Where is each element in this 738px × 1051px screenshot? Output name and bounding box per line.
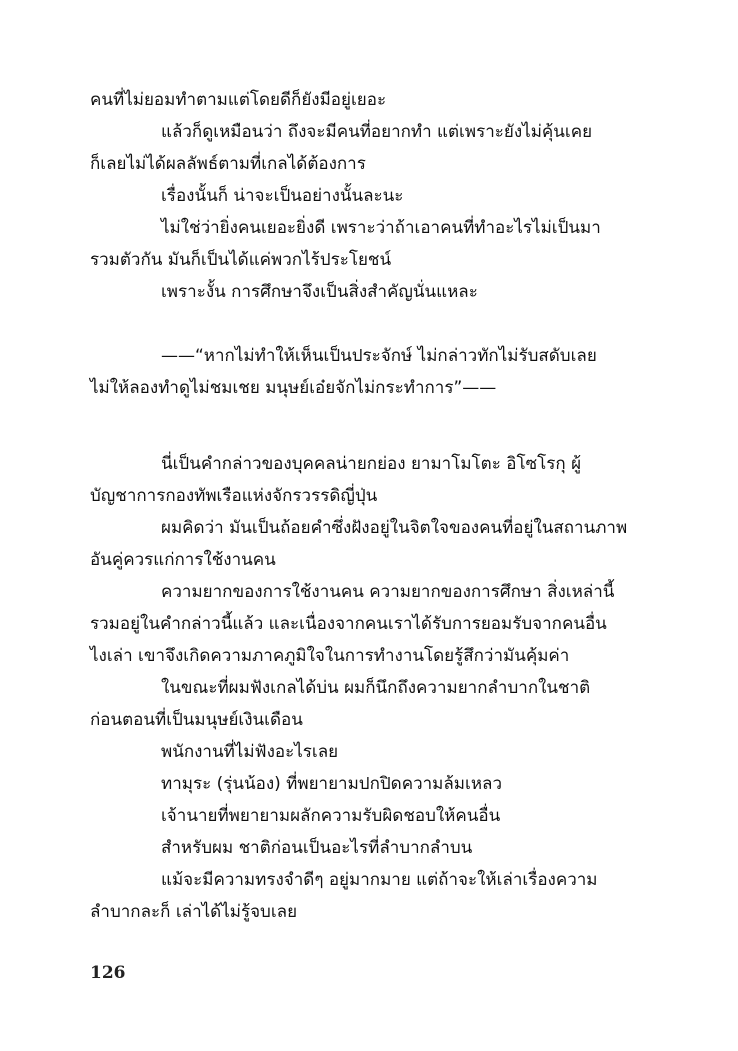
text-line: เจ้านายที่พยายามผลักความรับผิดชอบให้คนอื่น <box>161 806 501 826</box>
text-line: แม้จะมีความทรงจำดีๆ อยู่มากมาย แต่ถ้าจะให้เล่าเรื่องความ <box>161 870 598 890</box>
text-line: ก็เลยไม่ได้ผลลัพธ์ตามที่เกลได้ต้องการ <box>90 154 366 174</box>
text-line: ก่อนตอนที่เป็นมนุษย์เงินเดือน <box>90 710 303 730</box>
text-line: คนที่ไม่ยอมทำตามแต่โดยดีก็ยังมีอยู่เยอะ <box>90 90 387 110</box>
text-line: ความยากของการใช้งานคน ความยากของการศึกษา สิ่งเหล่านี้ <box>161 582 615 602</box>
text-line: ผมคิดว่า มันเป็นถ้อยคำซึ่งฝังอยู่ในจิตใจของคนที่อยู่ในสถานภาพ <box>161 518 628 538</box>
text-line: ในขณะที่ผมฟังเกลได้บ่น ผมก็นึกถึงความยากลำบากในชาติ <box>161 678 591 698</box>
quote-line: ไม่ให้ลองทำดูไม่ชมเชย มนุษย์เอ๋ยจักไม่กระทำการ”—— <box>90 378 497 398</box>
text-line: เรื่องนั้นก็ น่าจะเป็นอย่างนั้นละนะ <box>161 186 404 206</box>
text-line: แล้วก็ดูเหมือนว่า ถึงจะมีคนที่อยากทำ แต่เพราะยังไม่คุ้นเคย <box>161 122 593 142</box>
page-number: 126 <box>90 963 126 983</box>
text-line: รวมตัวกัน มันก็เป็นได้แค่พวกไร้ประโยชน์ <box>90 250 392 270</box>
text-line: ไงเล่า เขาจึงเกิดความภาคภูมิใจในการทำงานโดยรู้สึกว่ามันคุ้มค่า <box>90 646 570 666</box>
text-line: ทามุระ (รุ่นน้อง) ที่พยายามปกปิดความล้มเหลว <box>161 774 502 794</box>
text-line: ไม่ใช่ว่ายิ่งคนเยอะยิ่งดี เพราะว่าถ้าเอาคนที่ทำอะไรไม่เป็นมา <box>161 218 601 238</box>
text-line: บัญชาการกองทัพเรือแห่งจักรวรรดิญี่ปุ่น <box>90 486 378 506</box>
text-line: ลำบากละก็ เล่าได้ไม่รู้จบเลย <box>90 902 298 922</box>
text-line: อันคู่ควรแก่การใช้งานคน <box>90 550 276 570</box>
quote-line: ——“หากไม่ทำให้เห็นเป็นประจักษ์ ไม่กล่าวทักไม่รับสดับเลย <box>161 346 597 366</box>
text-line: พนักงานที่ไม่ฟังอะไรเลย <box>161 742 339 762</box>
text-line: เพราะงั้น การศึกษาจึงเป็นสิ่งสำคัญนั่นแหละ <box>161 282 478 302</box>
text-line: รวมอยู่ในคำกล่าวนี้แล้ว และเนื่องจากคนเราได้รับการยอมรับจากคนอื่น <box>90 614 607 634</box>
text-line: สำหรับผม ชาติก่อนเป็นอะไรที่ลำบากลำบน <box>161 838 473 858</box>
text-line: นี่เป็นคำกล่าวของบุคคลน่ายกย่อง ยามาโมโตะ อิโซโรกุ ผู้ <box>161 454 582 474</box>
